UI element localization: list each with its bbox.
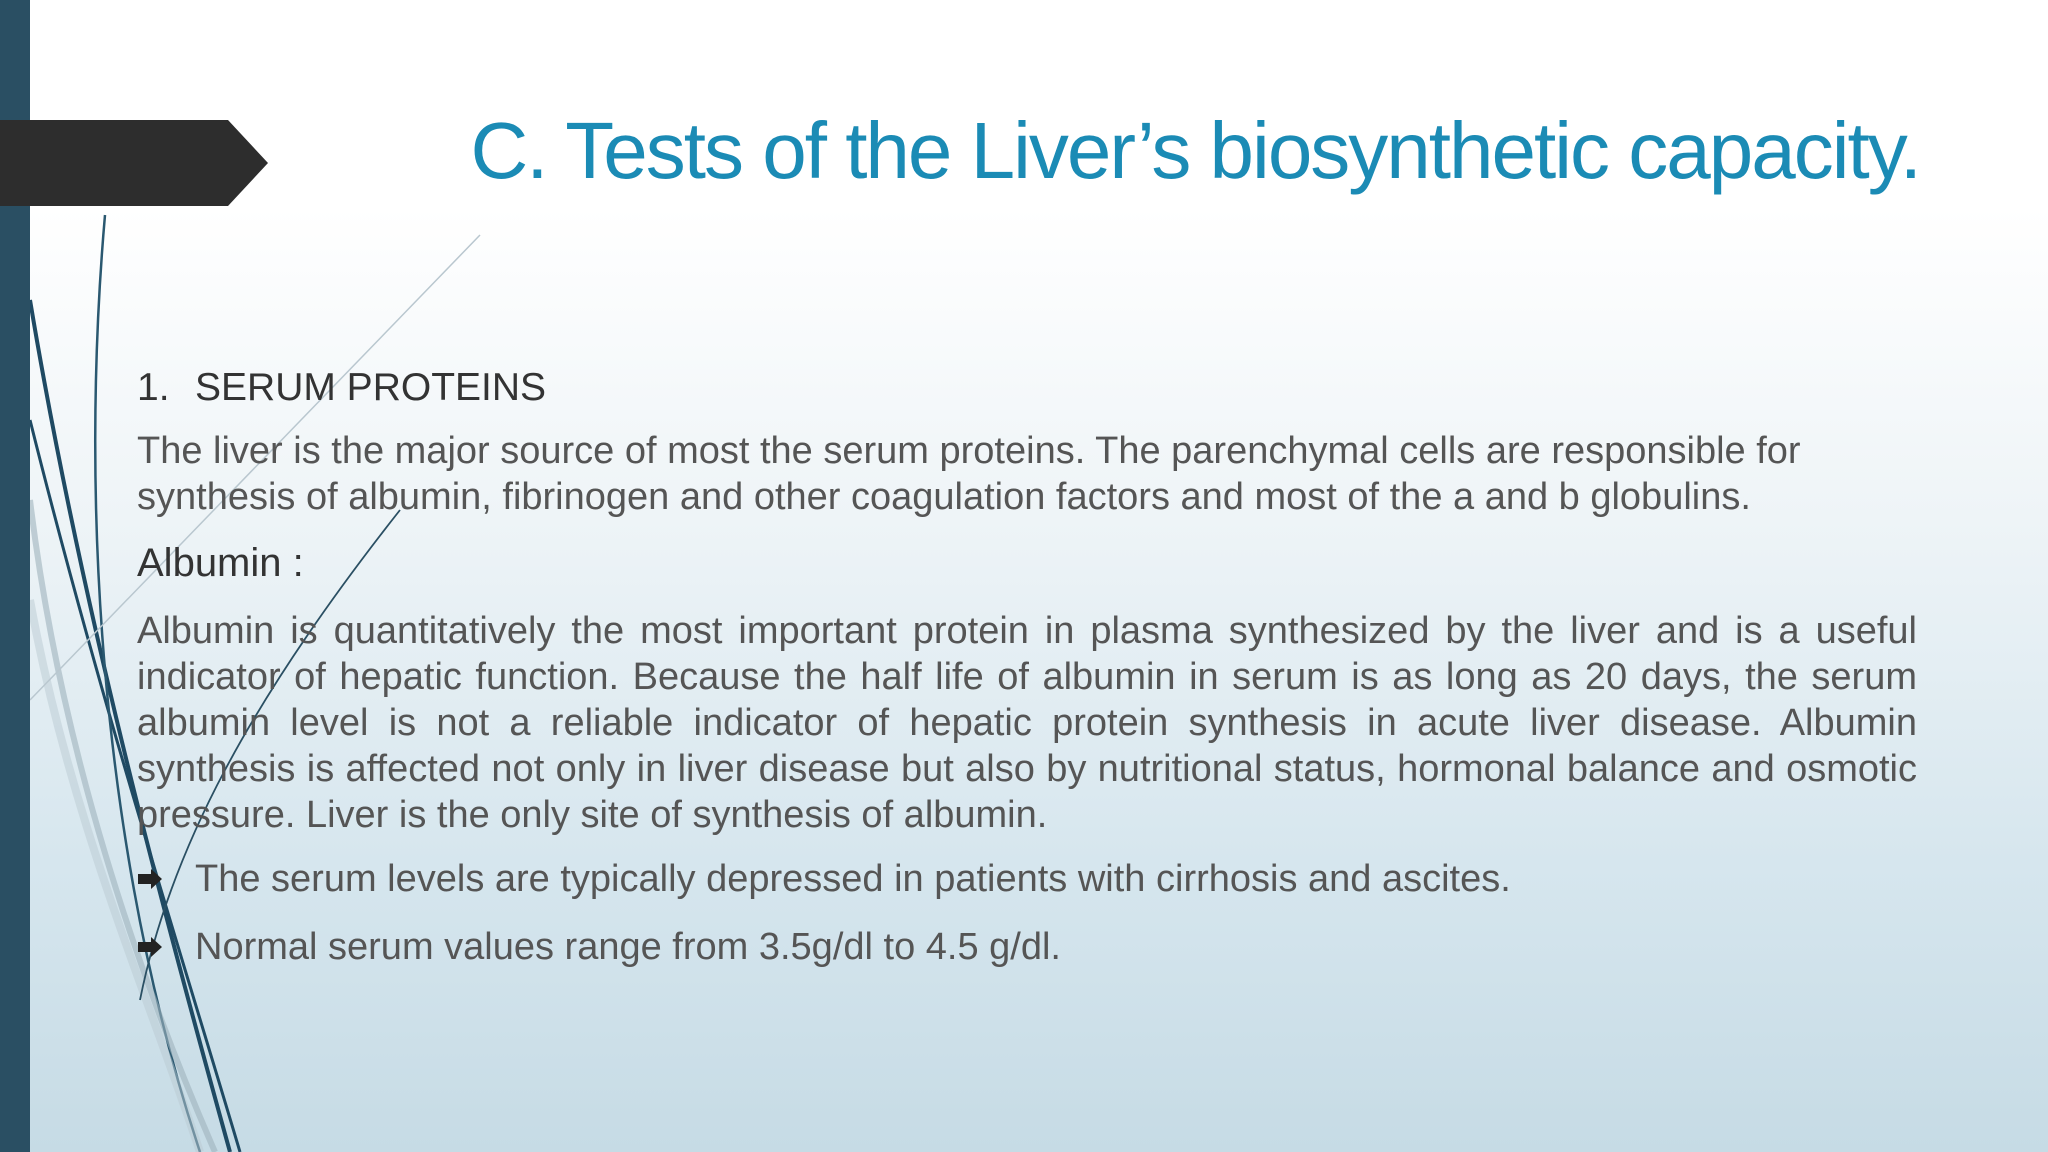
section-title: SERUM PROTEINS	[195, 366, 547, 409]
intro-paragraph: The liver is the major source of most the serum proteins. The parenchymal cells are responsible for synthesis of albumin, fibrinogen and other coagulation factors and most of the a and b globulins.	[137, 430, 1801, 518]
slide-content	[137, 362, 1917, 992]
section-heading	[137, 362, 1917, 414]
bullet-list	[137, 856, 1917, 970]
section-number: 1.	[137, 366, 170, 409]
arrow-bullet-icon	[137, 869, 195, 889]
bullet-text: Normal serum values range from 3.5g/dl to 4.5 g/dl.	[195, 926, 1061, 968]
albumin-subheading: Albumin :	[137, 541, 304, 585]
title-tab-arrow	[0, 120, 272, 206]
list-item	[137, 856, 1917, 902]
arrow-bullet-icon	[137, 937, 195, 957]
list-item	[137, 924, 1917, 970]
slide-title: C. Tests of the Liver’s biosynthetic capacity.	[470, 106, 1920, 195]
bullet-text: The serum levels are typically depressed in patients with cirrhosis and ascites.	[195, 858, 1511, 900]
albumin-paragraph: Albumin is quantitatively the most important protein in plasma synthesized by the liver and is a useful indicator of hepatic function. Because the half life of albumin in serum is as long as 20 days, the serum albumin level is not a reliable indicator of hepatic protein synthesis in acute liver disease. Albumin synthesis is affected not only in liver disease but also by nutritional status, hormonal balance and osmotic pressure. Liver is the only site of synthesis of albumin.	[137, 610, 1917, 836]
